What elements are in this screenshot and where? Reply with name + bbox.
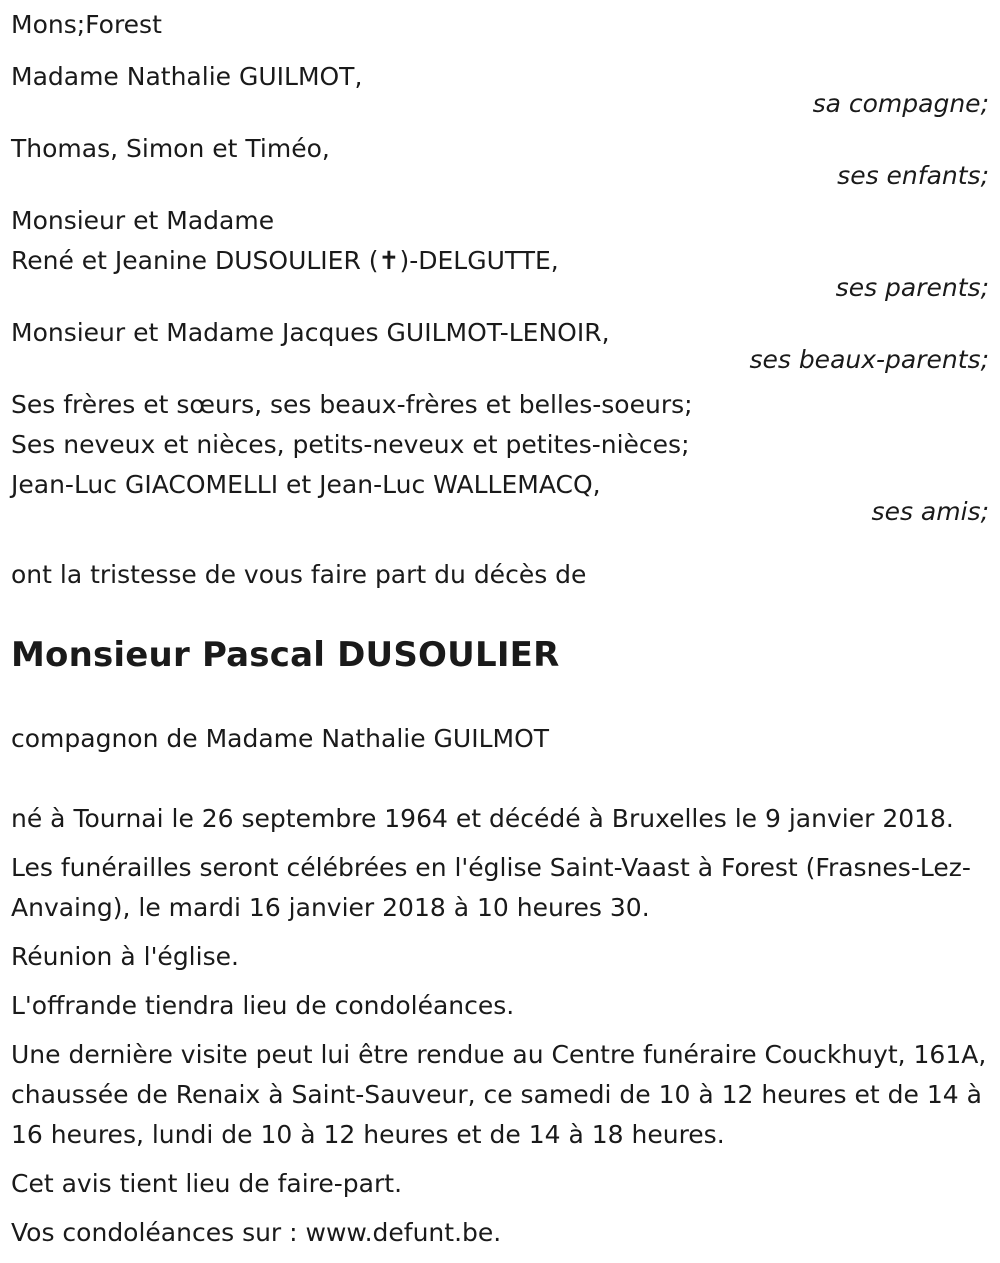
relation-text: compagnon de Madame Nathalie GUILMOT <box>11 724 550 753</box>
family-group-partner <box>11 57 989 117</box>
funeral-text: Les funérailles seront célébrées en l'église Saint-Vaast à Forest (Frasnes-Lez-Anvaing), le mardi 16 janvier 2018 à 10 heures 30. <box>11 853 971 922</box>
family-group-parents <box>11 201 989 301</box>
family-line: Monsieur et Madame <box>11 206 275 235</box>
family-role: sa compagne; <box>812 89 989 118</box>
family-line: Madame Nathalie GUILMOT, <box>11 62 363 91</box>
birth-death-text: né à Tournai le 26 septembre 1964 et décédé à Bruxelles le 9 janvier 2018. <box>11 804 954 833</box>
meeting-text: Réunion à l'église. <box>11 942 239 971</box>
family-line: Thomas, Simon et Timéo, <box>11 134 330 163</box>
family-line: Monsieur et Madame Jacques GUILMOT-LENOIR, <box>11 318 610 347</box>
intro-text: ont la tristesse de vous faire part du décès de <box>11 560 587 589</box>
family-role: ses enfants; <box>837 161 989 190</box>
notice-text: Cet avis tient lieu de faire-part. <box>11 1169 403 1198</box>
family-group-in-laws <box>11 313 989 373</box>
obituary-notice <box>11 5 989 1253</box>
family-role: ses amis; <box>871 497 989 526</box>
family-line: Jean-Luc GIACOMELLI et Jean-Luc WALLEMACQ, <box>11 470 601 499</box>
family-group-children <box>11 129 989 189</box>
place-header: Mons;Forest <box>11 10 162 39</box>
family-role: ses parents; <box>835 273 989 302</box>
family-role: ses beaux-parents; <box>749 345 989 374</box>
condolences-text: Vos condoléances sur : www.defunt.be. <box>11 1218 502 1247</box>
family-line: Ses neveux et nièces, petits-neveux et petites-nièces; <box>11 430 690 459</box>
family-group-friends <box>11 385 989 525</box>
offering-text: L'offrande tiendra lieu de condoléances. <box>11 991 515 1020</box>
visit-text: Une dernière visite peut lui être rendue au Centre funéraire Couckhuyt, 161A, chaussée de Renaix à Saint-Sauveur, ce samedi de 10 à 12 heures et de 14 à 16 heures, lundi de 10 à 12 heures et de 14 à 18 heures. <box>11 1040 987 1149</box>
deceased-name: Monsieur Pascal DUSOULIER <box>11 635 560 675</box>
family-line: René et Jeanine DUSOULIER (✝)-DELGUTTE, <box>11 246 559 275</box>
family-line: Ses frères et sœurs, ses beaux-frères et belles-soeurs; <box>11 390 693 419</box>
